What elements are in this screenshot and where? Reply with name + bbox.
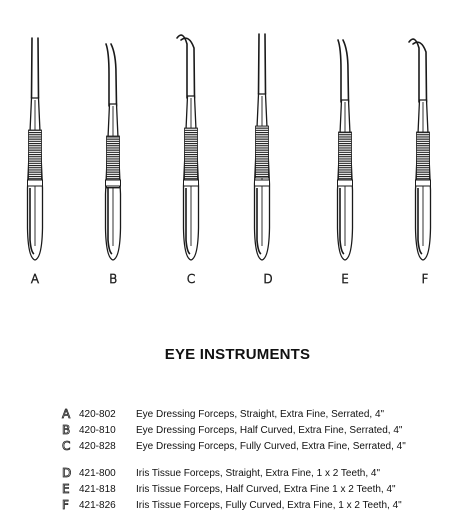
forceps-grip xyxy=(417,132,430,184)
forceps-tip xyxy=(338,40,349,102)
list-spacer xyxy=(62,454,452,465)
forceps-letter-c: C xyxy=(186,272,196,286)
item-letter: B xyxy=(62,423,71,437)
list-item xyxy=(62,497,452,513)
forceps-letter-a: A xyxy=(30,272,40,286)
forceps-joint xyxy=(416,180,431,186)
forceps-joint xyxy=(28,180,43,186)
list-item xyxy=(62,438,452,454)
forceps-tip xyxy=(259,34,266,94)
page-title: EYE INSTRUMENTS xyxy=(164,346,311,363)
list-item xyxy=(62,406,452,422)
forceps-grip xyxy=(29,130,42,182)
item-code: 420-810 xyxy=(79,424,116,436)
item-code: 421-800 xyxy=(79,467,116,479)
forceps-joint xyxy=(106,180,121,186)
item-letter: C xyxy=(62,439,71,453)
item-code: 421-826 xyxy=(79,499,116,511)
item-letter: E xyxy=(62,482,70,496)
forceps-b xyxy=(106,44,121,260)
item-letter: A xyxy=(62,407,71,421)
forceps-joint xyxy=(338,180,353,186)
list-item xyxy=(62,481,452,497)
item-description: Iris Tissue Forceps, Half Curved, Extra Fine 1 x 2 Teeth, 4" xyxy=(136,483,396,495)
forceps-letter-d: D xyxy=(263,272,273,286)
forceps-letter-e: E xyxy=(341,272,349,286)
forceps-letter-b: B xyxy=(109,272,117,286)
forceps-tip xyxy=(409,39,427,102)
item-letter: F xyxy=(62,498,69,512)
forceps-f xyxy=(409,39,431,260)
forceps-a xyxy=(28,38,43,260)
forceps-letter-f: F xyxy=(421,272,429,286)
forceps-tip xyxy=(106,44,117,106)
item-code: 420-802 xyxy=(79,408,116,420)
instrument-list xyxy=(62,406,452,513)
item-letter: D xyxy=(62,466,72,480)
forceps-grip xyxy=(185,128,198,180)
forceps-c xyxy=(177,35,199,260)
item-code: 420-828 xyxy=(79,440,116,452)
item-description: Eye Dressing Forceps, Fully Curved, Extra Fine, Serrated, 4" xyxy=(136,440,406,452)
item-description: Iris Tissue Forceps, Straight, Extra Fine, 1 x 2 Teeth, 4" xyxy=(136,467,381,479)
item-code: 421-818 xyxy=(79,483,116,495)
forceps-d xyxy=(255,34,270,260)
forceps-joint xyxy=(184,180,199,186)
forceps-tip xyxy=(32,38,39,98)
forceps-grip xyxy=(339,132,352,184)
list-item xyxy=(62,422,452,438)
forceps-joint xyxy=(255,180,270,186)
forceps-tip xyxy=(177,35,195,98)
forceps-e xyxy=(338,40,353,260)
list-item xyxy=(62,465,452,481)
item-description: Iris Tissue Forceps, Fully Curved, Extra Fine, 1 x 2 Teeth, 4" xyxy=(136,499,402,511)
item-description: Eye Dressing Forceps, Straight, Extra Fine, Serrated, 4" xyxy=(136,408,385,420)
forceps-grip xyxy=(256,126,269,178)
item-description: Eye Dressing Forceps, Half Curved, Extra Fine, Serrated, 4" xyxy=(136,424,403,436)
